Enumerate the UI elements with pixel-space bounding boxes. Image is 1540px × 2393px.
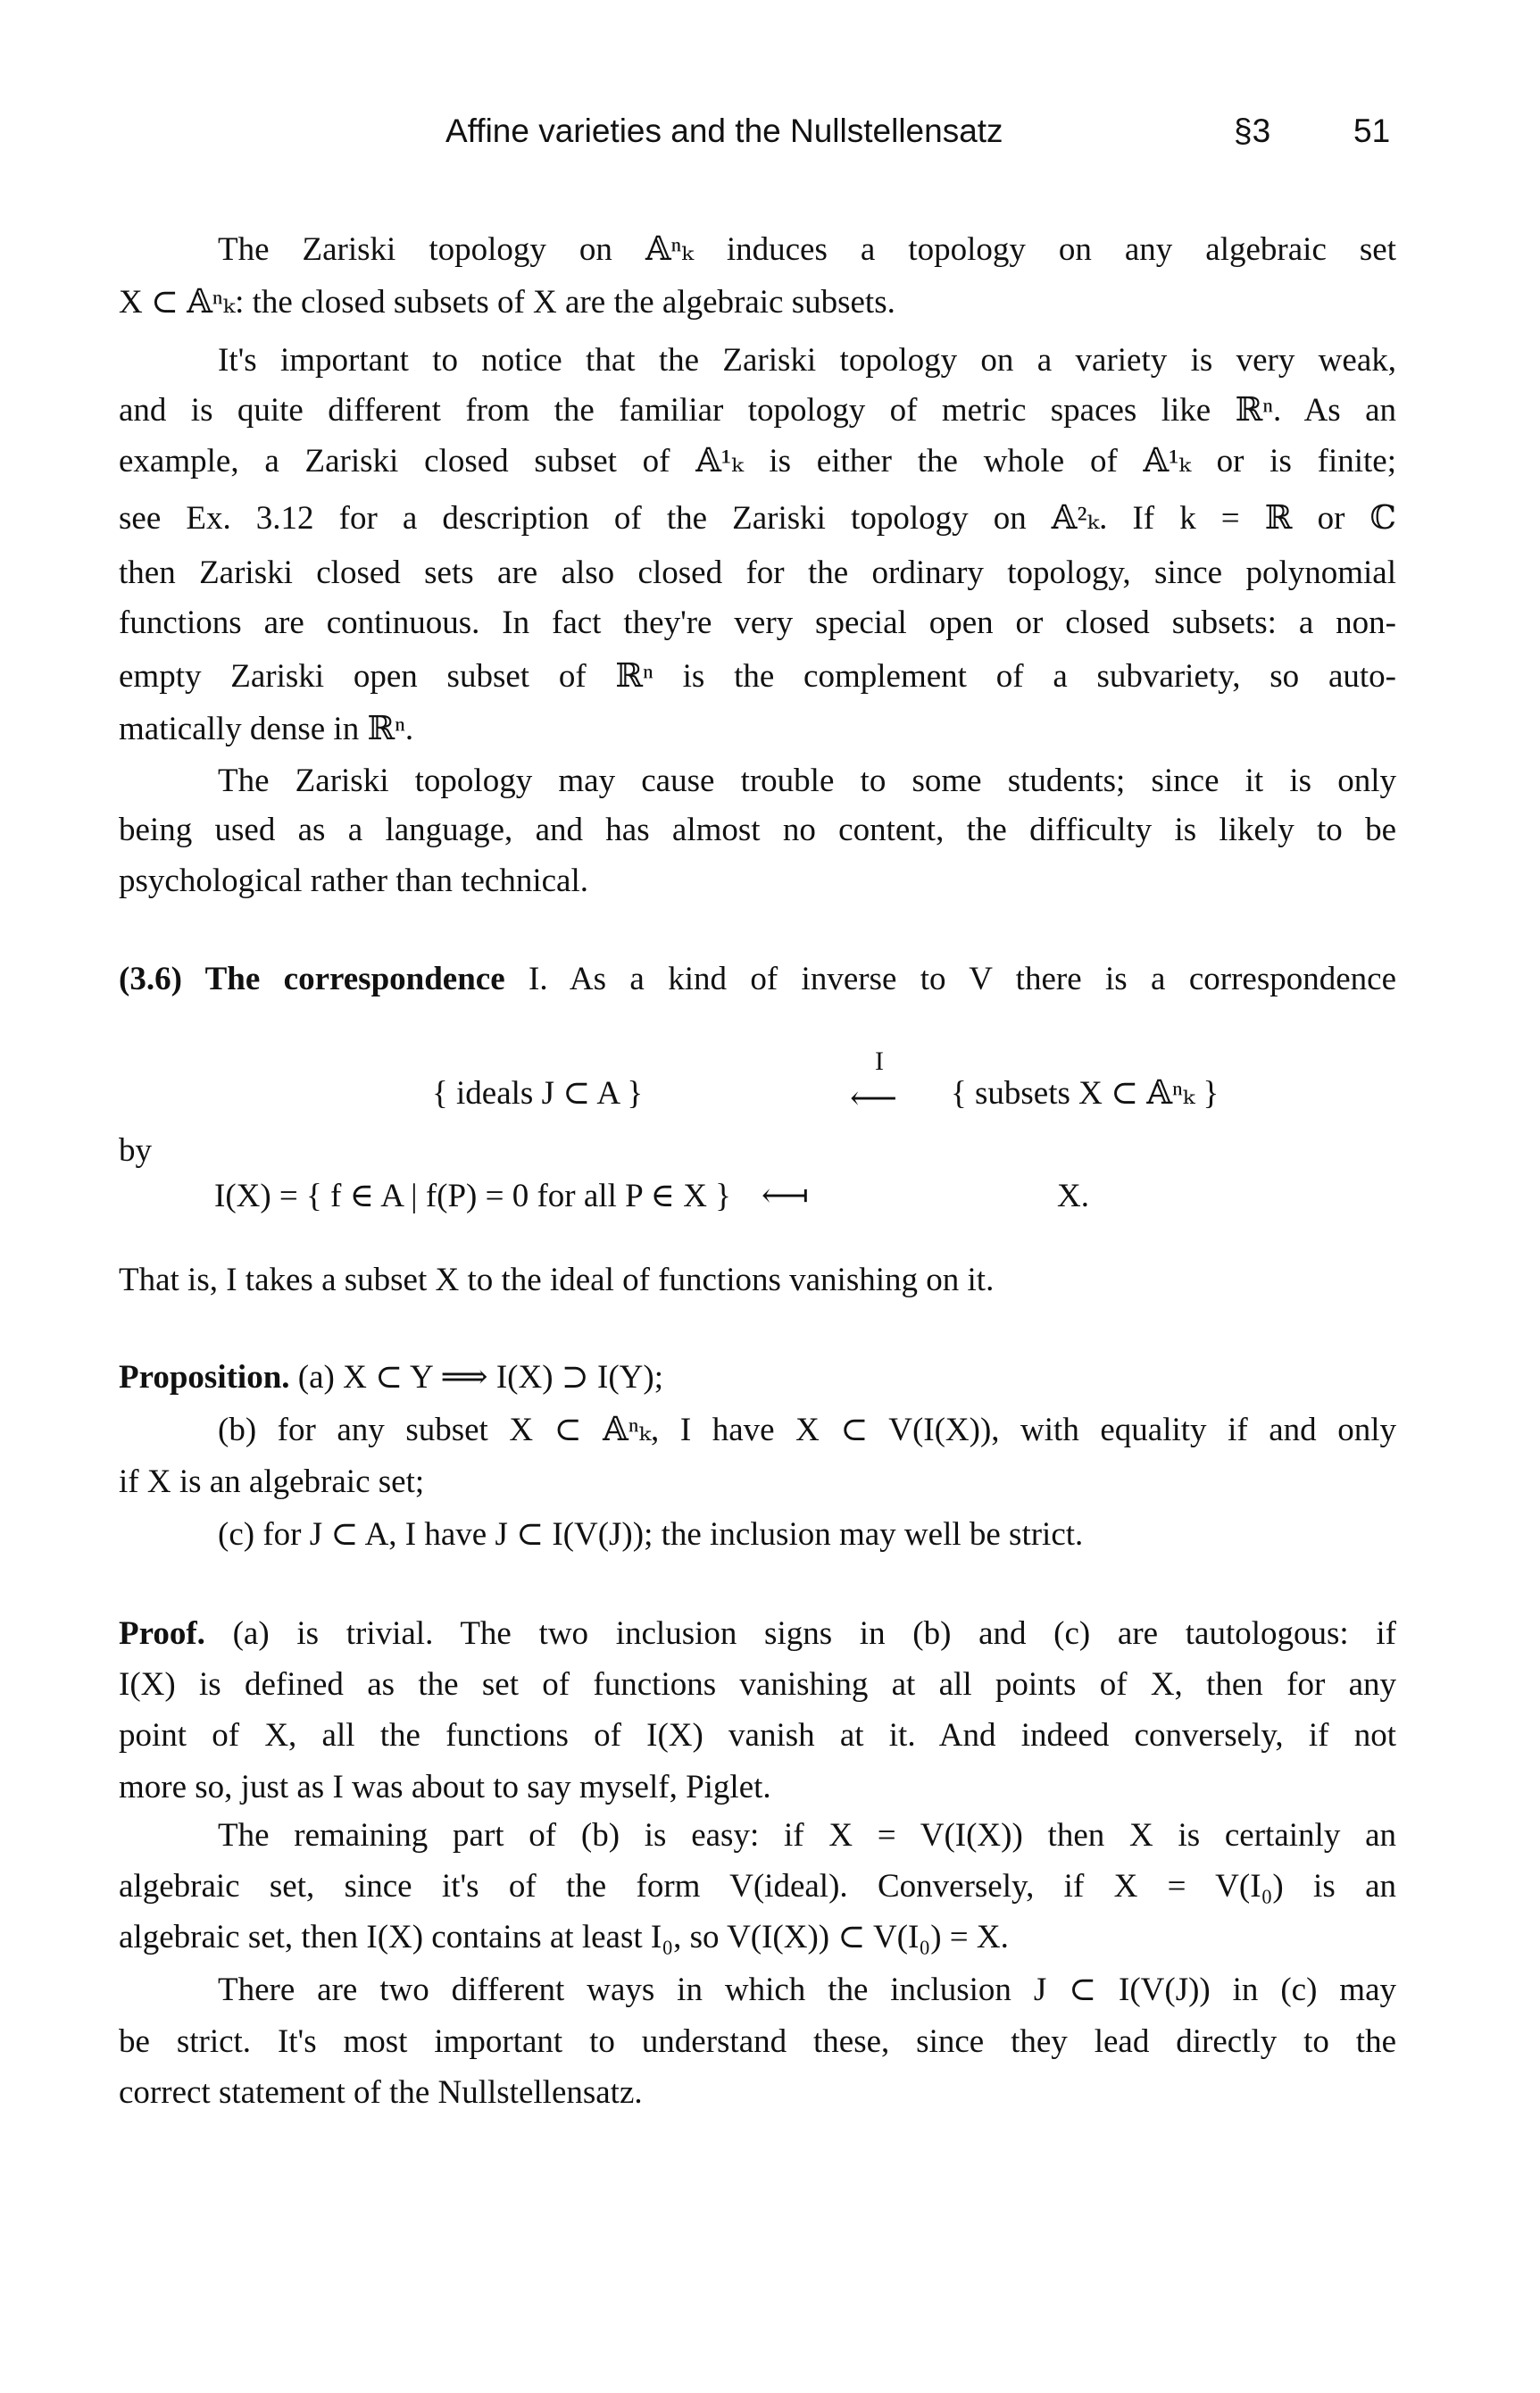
text-line xyxy=(218,1964,1396,2016)
line-text: I(X) is defined as the set of functions vanishing at all points of X, then for any xyxy=(119,1666,1396,1703)
ideal-definition: I(X) = { f ∈ A | f(P) = 0 for all P ∈ X } xyxy=(214,1178,731,1214)
line-text: I. As a kind of inverse to V there is a correspondence xyxy=(504,961,1396,997)
arrow-label: I xyxy=(875,1046,884,1076)
text-line xyxy=(119,1861,1396,1913)
left-arrow-icon: ⟵ xyxy=(850,1080,898,1117)
line-text: There are two different ways in which the inclusion J ⊂ I(V(J)) in (c) may xyxy=(218,1972,1396,2008)
line-text: The Zariski topology may cause trouble to some students; since it is only xyxy=(218,763,1396,799)
text-line xyxy=(119,2016,1396,2068)
text-line xyxy=(119,1912,1396,1964)
text-line xyxy=(119,547,1396,599)
run-in-heading: (3.6) The correspondence xyxy=(119,961,505,997)
text-line xyxy=(119,385,1396,437)
line-text: algebraic set, since it's of the form V(ideal). Conversely, if X = V(I₀) is an xyxy=(119,1868,1396,1905)
line-text: algebraic set, then I(X) contains at least I₀, so V(I(X)) ⊂ V(I₀) = X. xyxy=(119,1919,1009,1955)
line-text: (a) X ⊂ Y ⟹ I(X) ⊃ I(Y); xyxy=(289,1359,664,1396)
line-text: be strict. It's most important to understand these, since they lead directly to the xyxy=(119,2023,1396,2060)
text-line xyxy=(119,1352,1396,1404)
line-text: (a) is trivial. The two inclusion signs in (b) and (c) are tautologous: if xyxy=(204,1615,1396,1652)
text-line xyxy=(119,1659,1396,1711)
text-line xyxy=(119,493,1396,545)
line-text: correct statement of the Nullstellensatz. xyxy=(119,2074,643,2111)
run-in-heading: Proof. xyxy=(119,1615,205,1652)
line-text: (b) for any subset X ⊂ 𝔸ⁿₖ, I have X ⊂ V(I(X)), with equality if and only xyxy=(218,1412,1396,1448)
text-line xyxy=(119,436,1396,488)
text-line xyxy=(119,805,1396,856)
text-line xyxy=(218,224,1396,276)
ideals-set: { ideals J ⊂ A } xyxy=(432,1075,644,1112)
line-text: see Ex. 3.12 for a description of the Zariski topology on 𝔸²ₖ. If k = ℝ or ℂ xyxy=(119,500,1396,537)
text-line xyxy=(119,704,1396,755)
text-line xyxy=(119,1608,1396,1660)
line-text: point of X, all the functions of I(X) vanish at it. And indeed conversely, if not xyxy=(119,1717,1396,1754)
section-number: §3 xyxy=(1234,113,1271,149)
text-line xyxy=(119,1762,1396,1814)
line-text: matically dense in ℝⁿ. xyxy=(119,711,414,747)
line-text: if X is an algebraic set; xyxy=(119,1463,425,1500)
line-text: then Zariski closed sets are also closed for the ordinary topology, since polynomial xyxy=(119,554,1396,591)
text-line xyxy=(119,651,1396,703)
text-line xyxy=(119,277,1396,329)
line-text: example, a Zariski closed subset of 𝔸¹ₖ is either the whole of 𝔸¹ₖ or is finite; xyxy=(119,443,1396,479)
maps-from-arrow-icon: ⟻ xyxy=(761,1178,809,1214)
running-header-title: Affine varieties and the Nullstellensatz xyxy=(445,113,1003,149)
line-text: functions are continuous. In fact they're very special open or closed subsets: a non- xyxy=(119,605,1396,641)
text-line xyxy=(218,1810,1396,1862)
line-text: X ⊂ 𝔸ⁿₖ: the closed subsets of X are the algebraic subsets. xyxy=(119,284,895,321)
correspondence-arrow xyxy=(850,1046,912,1120)
line-text: The Zariski topology on 𝔸ⁿₖ induces a topology on any algebraic set xyxy=(218,231,1396,268)
text-line xyxy=(218,1509,1396,1561)
line-text: The remaining part of (b) is easy: if X = V(I(X)) then X is certainly an xyxy=(218,1817,1396,1854)
run-in-heading: Proposition. xyxy=(119,1359,290,1396)
text-line xyxy=(119,597,1396,649)
line-text: more so, just as I was about to say myself, Piglet. xyxy=(119,1769,771,1805)
text-line xyxy=(119,954,1396,1005)
text-line xyxy=(119,1255,1396,1306)
line-text: by xyxy=(119,1132,152,1169)
text-line xyxy=(218,335,1396,387)
text-line xyxy=(218,1405,1396,1456)
line-text: (c) for J ⊂ A, I have J ⊂ I(V(J)); the inclusion may well be strict. xyxy=(218,1516,1084,1553)
line-text: being used as a language, and has almost no content, the difficulty is likely to be xyxy=(119,812,1396,848)
text-line xyxy=(119,1710,1396,1762)
text-line xyxy=(218,755,1396,807)
line-text: That is, I takes a subset X to the ideal of functions vanishing on it. xyxy=(119,1262,995,1298)
line-text: empty Zariski open subset of ℝⁿ is the complement of a subvariety, so auto- xyxy=(119,658,1396,695)
text-line xyxy=(119,855,1396,907)
line-text: It's important to notice that the Zariski topology on a variety is very weak, xyxy=(218,342,1396,379)
subset-x: X. xyxy=(1057,1178,1089,1214)
line-text: and is quite different from the familiar topology of metric spaces like ℝⁿ. As an xyxy=(119,392,1396,429)
page-number: 51 xyxy=(1353,113,1391,149)
text-line xyxy=(119,2067,1396,2119)
correspondence-definition-row xyxy=(214,1171,1089,1222)
subsets-set: { subsets X ⊂ 𝔸ⁿₖ } xyxy=(951,1075,1220,1112)
text-line xyxy=(119,1125,1396,1177)
line-text: psychological rather than technical. xyxy=(119,863,589,899)
text-line xyxy=(119,1456,1396,1508)
